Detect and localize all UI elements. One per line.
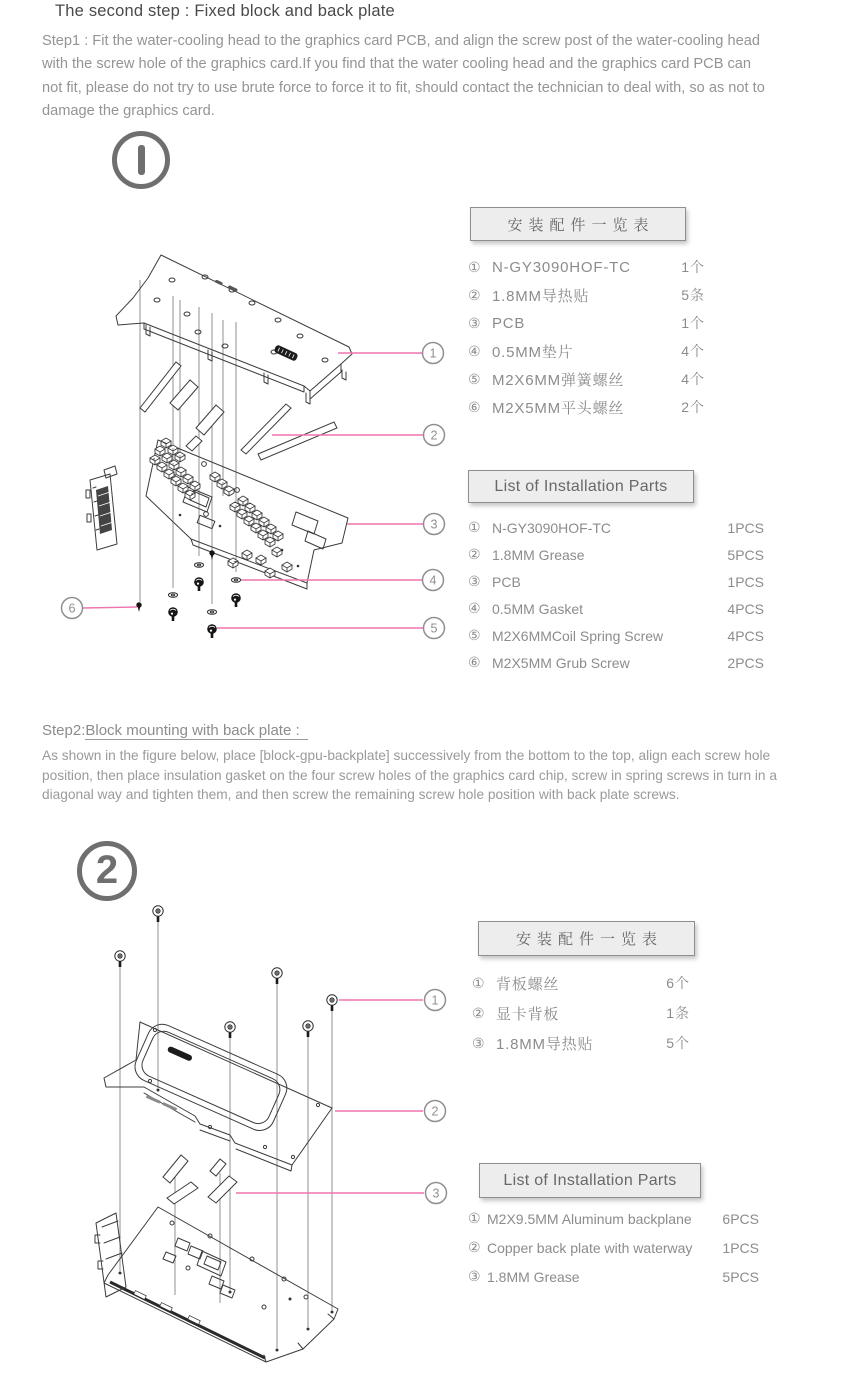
- parts-list-header-en-1: List of Installation Parts: [468, 470, 694, 503]
- grub-screw: [209, 550, 214, 560]
- step2-badge: 2: [77, 841, 137, 901]
- spring-screw: [194, 577, 204, 591]
- spring-screw: [207, 624, 217, 638]
- row-qty: 4个: [681, 371, 705, 387]
- callout-3: 3: [432, 1186, 440, 1201]
- block-port-connector: [273, 344, 298, 361]
- row-num: ②: [472, 1004, 485, 1021]
- parts-table-cn-1: [468, 253, 705, 421]
- callout-2: 2: [430, 428, 438, 443]
- row-num: ④: [468, 600, 481, 616]
- backplate-screw: [272, 968, 282, 984]
- aluminum-backplane-drawing: [104, 1019, 332, 1171]
- row-num: ④: [468, 342, 481, 359]
- row-qty: 2PCS: [727, 654, 764, 671]
- diagram-step1-exploded-view: [60, 250, 460, 670]
- row-name: N-GY3090HOF-TC: [492, 519, 612, 536]
- row-name: Copper back plate with waterway: [487, 1239, 693, 1256]
- backplate-screw: [153, 906, 163, 922]
- table-row: [468, 514, 764, 541]
- diagram2-callouts: [236, 990, 447, 1204]
- row-qty: 1PCS: [722, 1239, 759, 1256]
- pcb-drawing: [86, 438, 348, 589]
- row-num: ③: [472, 1034, 485, 1051]
- table-row: [468, 541, 764, 568]
- callout-1: 1: [429, 346, 437, 361]
- row-num: ⑤: [468, 627, 481, 643]
- row-num: ①: [468, 519, 481, 535]
- row-name: N-GY3090HOF-TC: [492, 258, 631, 276]
- row-qty: 4个: [681, 343, 705, 359]
- table-row: [468, 1204, 759, 1233]
- row-name: M2X5MM Grub Screw: [492, 654, 630, 671]
- table-row: [468, 337, 705, 365]
- digit-1-glyph: [138, 145, 145, 175]
- washer: [207, 610, 216, 615]
- callout-6: 6: [68, 601, 76, 616]
- table-row: [468, 568, 764, 595]
- backplate-screw: [327, 995, 337, 1011]
- row-num: ②: [468, 546, 481, 562]
- backplate-screw: [225, 1022, 235, 1038]
- backplate-screw: [115, 951, 125, 967]
- spring-screw: [168, 607, 178, 621]
- row-num: ③: [468, 1268, 481, 1284]
- parts-list-header-cn-2: 安装配件一览表: [478, 921, 695, 956]
- row-name: M2X9.5MM Aluminum backplane: [487, 1210, 692, 1227]
- step2-label: Step2:: [42, 722, 86, 739]
- fasteners: [136, 550, 241, 638]
- table-row: [468, 393, 705, 421]
- row-num: ①: [468, 258, 481, 275]
- callout-5: 5: [430, 621, 438, 636]
- table-row: [468, 253, 705, 281]
- row-qty: 2个: [681, 399, 705, 415]
- table-row: [468, 281, 705, 309]
- row-qty: 4PCS: [727, 627, 764, 644]
- row-qty: 6个: [666, 975, 690, 991]
- table-row: [468, 1233, 759, 1262]
- callout-4: 4: [429, 573, 437, 588]
- callout-2: 2: [431, 1104, 439, 1119]
- row-qty: 1PCS: [727, 519, 764, 536]
- row-qty: 5PCS: [727, 546, 764, 563]
- row-qty: 4PCS: [727, 600, 764, 617]
- step2-heading-underlined: Block mounting with back plate :: [85, 722, 307, 740]
- vrm-components: [150, 438, 292, 578]
- row-name: 显卡背板: [496, 1005, 560, 1023]
- table-row: [468, 1262, 759, 1291]
- table-row: [468, 365, 705, 393]
- row-name: PCB: [492, 314, 526, 332]
- grub-screw: [136, 602, 141, 612]
- row-name: M2X6MM弹簧螺丝: [492, 371, 625, 389]
- table-row: [468, 622, 764, 649]
- row-qty: 5个: [666, 1035, 690, 1051]
- row-qty: 6PCS: [722, 1210, 759, 1227]
- parts-table-en-1: [468, 514, 764, 676]
- io-bracket: [95, 1213, 126, 1297]
- row-name: 0.5MM垫片: [492, 343, 574, 361]
- washer: [194, 563, 203, 568]
- row-num: ①: [468, 1210, 481, 1226]
- step2-paragraph: As shown in the figure below, place [block-gpu-backplate] successively from the bottom to the top, align each screw hole position, then place insulation gasket on the four screw holes of the graphics card chip, screw in spring screws in turn in a diagonal way and tighten them, and then screw the remaining screw hole position with back plate screws.: [42, 748, 777, 803]
- diagram1-callouts: [62, 343, 445, 639]
- assembly-guide-lines: [140, 280, 236, 604]
- step1-paragraph: Step1 : Fit the water-cooling head to the graphics card PCB, and align the screw post of the water-cooling head with the screw hole of the graphics card.If you find that the water cooling head and the graphics card PCB can not fit, please do not try to use brute force to force it to fit, should contact the technician to deal with, so as not to damage the graphics card.: [42, 33, 765, 120]
- page-title: The second step : Fixed block and back plate: [55, 2, 395, 20]
- row-name: 1.8MM导热贴: [496, 1035, 594, 1053]
- table-row: [468, 649, 764, 676]
- row-qty: 5PCS: [722, 1268, 759, 1285]
- backplate-screw: [303, 1021, 313, 1037]
- step2-heading: [42, 722, 308, 739]
- step1-badge: [112, 131, 170, 189]
- callout-1: 1: [431, 993, 439, 1008]
- row-num: ⑥: [468, 654, 481, 670]
- thermal-pads: [163, 1155, 237, 1303]
- row-name: 0.5MM Gasket: [492, 600, 584, 617]
- table-row: [472, 968, 690, 998]
- row-num: ②: [468, 286, 481, 303]
- row-qty: 1条: [666, 1005, 690, 1021]
- table-row: [468, 309, 705, 337]
- table-row: [472, 1028, 690, 1058]
- parts-list-header-en-2: List of Installation Parts: [479, 1163, 701, 1198]
- spring-screw: [231, 593, 241, 607]
- row-num: ⑤: [468, 370, 481, 387]
- callout-3: 3: [430, 517, 438, 532]
- row-name: 背板螺丝: [496, 975, 560, 993]
- row-qty: 5条: [681, 287, 705, 303]
- parts-table-cn-2: [472, 968, 690, 1058]
- table-row: [472, 998, 690, 1028]
- row-name: M2X6MMCoil Spring Screw: [492, 627, 664, 644]
- parts-list-header-cn-1: 安装配件一览表: [470, 207, 686, 241]
- row-num: ⑥: [468, 398, 481, 415]
- table-row: [468, 595, 764, 622]
- backplate-screws: [115, 906, 337, 1038]
- row-name: PCB: [492, 573, 521, 590]
- row-name: M2X5MM平头螺丝: [492, 399, 625, 417]
- diagram-step2-exploded-view: [60, 905, 460, 1365]
- row-num: ②: [468, 1239, 481, 1255]
- row-name: 1.8MM导热贴: [492, 287, 590, 305]
- water-block-drawing: [116, 255, 352, 404]
- washer: [231, 578, 240, 583]
- row-num: ①: [472, 974, 485, 991]
- row-qty: 1个: [681, 315, 705, 331]
- row-qty: 1个: [681, 259, 705, 275]
- row-name: 1.8MM Grease: [492, 546, 585, 563]
- parts-table-en-2: [468, 1204, 759, 1291]
- washer: [168, 593, 177, 598]
- row-name: 1.8MM Grease: [487, 1268, 580, 1285]
- row-num: ③: [468, 573, 481, 589]
- row-qty: 1PCS: [727, 573, 764, 590]
- io-bracket: [86, 466, 117, 550]
- copper-backplate-drawing: [95, 1207, 338, 1362]
- row-num: ③: [468, 314, 481, 331]
